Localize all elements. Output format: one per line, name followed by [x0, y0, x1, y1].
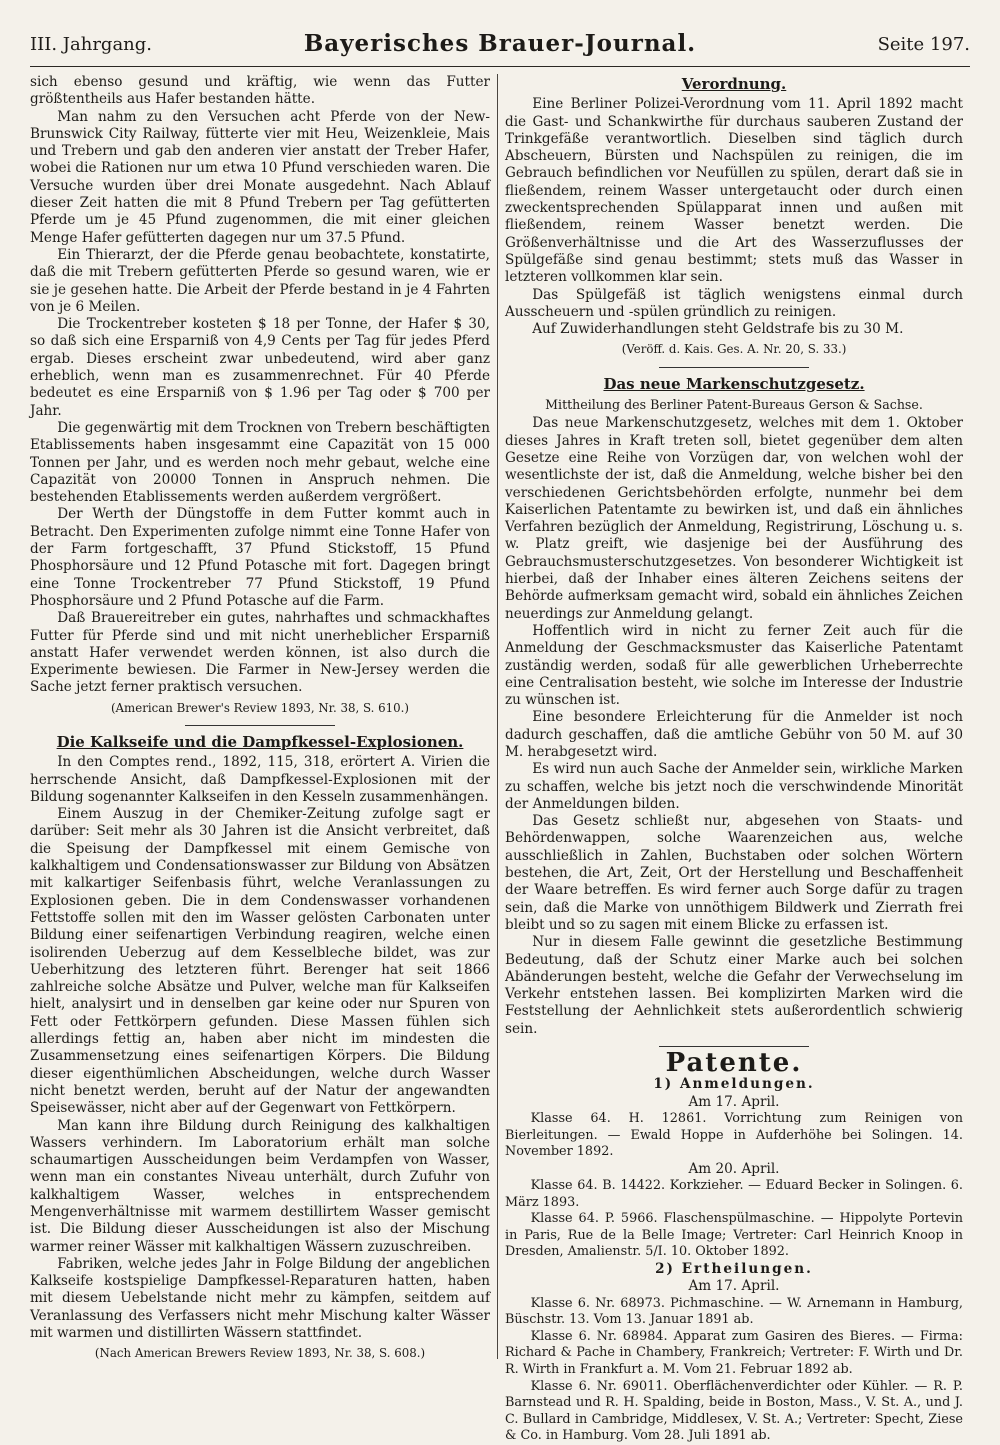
patent-entry: Klasse 6. Nr. 68973. Pichmaschine. — W. Arnemann in Hamburg, Büschstr. 13. Vom 13. Januar 1891 ab.: [505, 1295, 963, 1328]
paragraph: sich ebenso gesund und kräftig, wie wenn das Futter größtentheils aus Hafer bestanden hätte.: [30, 74, 490, 108]
paragraph: Ein Thierarzt, der die Pferde genau beobachtete, konstatirte, daß die mit Trebern gefütterten Pferde so gesund waren, wie er sie je gesehen hatte. Die Arbeit der Pferde bestand in je 4 Fahrten von je 6 Meilen.: [30, 246, 490, 315]
section-subheading: 2) Ertheilungen.: [655, 1260, 813, 1277]
patent-entry: Klasse 64. B. 14422. Korkzieher. — Eduard Becker in Solingen. 6. März 1893.: [505, 1178, 963, 1210]
paragraph: Die gegenwärtig mit dem Trocknen von Trebern beschäftigten Etablissements haben insgesammt eine Capazität von 15 000 Tonnen per Jahr, und es werden noch mehr gebaut, welche eine Capazität von 20000 Tonnen in Anspruch nehmen. Die bestehenden Etablissements werden außerdem vergrößert.: [30, 419, 490, 506]
divider: [659, 367, 809, 368]
date-line: Am 17. April.: [688, 1278, 780, 1295]
paragraph: Nur in diesem Falle gewinnt die gesetzliche Bestimmung Bedeutung, daß der Schutz einer Marke auch bei solchen Abänderungen besteht, welche die Gefahr der Verwechselung im Verkehr entstehen lassen. Bei komplizirten Marken wird die Feststellung der Aehnlichkeit stets außerordentlich schwierig sein.: [505, 934, 963, 1037]
source-citation: (Nach American Brewers Review 1893, Nr. 38, S. 608.): [94, 1346, 426, 1361]
column-divider: [497, 74, 498, 1359]
divider: [185, 725, 335, 726]
page-header: [30, 28, 970, 64]
left-column: [30, 74, 490, 1367]
article-subtitle: Mittheilung des Berliner Patent-Bureaus Gerson & Sachse.: [545, 397, 923, 413]
paragraph: Hoffentlich wird in nicht zu ferner Zeit auch für die Anmeldung der Geschmacksmuster das Kaiserliche Patentamt zuständig werden, sodaß für alle gewerblichen Urheberrechte eine Centralisation besteht, wie solche im Interesse der Industrie zu wünschen ist.: [505, 622, 963, 709]
patents-section: [505, 1076, 963, 1445]
divider: [659, 1046, 809, 1047]
paragraph: Der Werth der Düngstoffe in dem Futter kommt auch in Betracht. Den Experimenten zufolge nimmt eine Tonne Hafer von der Farm fortgeschafft, 37 Pfund Stickstoff, 15 Pfund Phosphorsäure und 12 Pfund Potasche mit fort. Dagegen bringt eine Tonne Trockentreber 77 Pfund Stickstoff, 19 Pfund Phosphorsäure und 2 Pfund Potasche auf die Farm.: [30, 506, 490, 609]
patents-heading: Patente.: [665, 1048, 803, 1079]
section-subheading: 1) Anmeldungen.: [653, 1076, 815, 1093]
date-line: Am 17. April.: [688, 1093, 780, 1110]
patent-entry: Klasse 64. P. 5966. Flaschenspülmaschine. — Hippolyte Portevin in Paris, Rue de la Belle Image; Vertreter: Carl Heinrich Knoop in Dresden, Amalienstr. 5/I. 10. Oktober 1892.: [505, 1211, 963, 1260]
paragraph: Eine besondere Erleichterung für die Anmelder ist noch dadurch geschaffen, daß die amtliche Gebühr von 50 M. auf 30 M. herabgesetzt wird.: [505, 709, 963, 760]
paragraph: Man kann ihre Bildung durch Reinigung des kalkhaltigen Wassers verhindern. Im Laboratorium erhält man solche schaumartigen Ausscheidungen beim Verdampfen von Wasser, wenn man ein constantes Niveau unterhält, durch Zufuhr von kalkhaltigem Wasser, welches in entsprechendem Mengenverhältnisse mit warmem destillirtem Wasser gemischt ist. Die Bildung dieser Ausscheidungen ist also der Mischung warmer reiner Wässer mit kalkhaltigen Wässern zuzuschreiben.: [30, 1117, 490, 1255]
paragraph: Es wird nun auch Sache der Anmelder sein, wirkliche Marken zu schaffen, welche bis jetzt noch die verschwindende Minorität der Anmeldungen bilden.: [505, 761, 963, 812]
paragraph: Das Gesetz schließt nur, abgesehen von Staats- und Behördenwappen, solche Waarenzeichen aus, welche ausschließlich in Zahlen, Buchstaben oder solchen Wörtern bestehen, die Art, Zeit, Ort der Herstellung und Beschaffenheit der Waare betreffen. Es wird ferner auch Sorge dafür zu tragen sein, daß die Marke von unnöthigem Bildwerk und Zierrath frei bleibt und so zu sagen mit einem Blicke zu erfassen ist.: [505, 813, 963, 933]
paragraph: Fabriken, welche jedes Jahr in Folge Bildung der angeblichen Kalkseife kostspielige Dampfkessel-Reparaturen hatten, haben mit diesem Uebelstande nicht mehr zu kämpfen, seitdem auf Veranlassung des Verfassers nicht mehr Mischung kalter Wässer mit warmen und distillirten Wässern stattfindet.: [30, 1255, 490, 1342]
patent-entry: Klasse 64. H. 12861. Vorrichtung zum Reinigen von Bierleitungen. — Ewald Hoppe in Aufderhöhe bei Solingen. 14. November 1892.: [505, 1110, 963, 1160]
paragraph: Eine Berliner Polizei-Verordnung vom 11. April 1892 macht die Gast- und Schankwirthe für durchaus sauberen Zustand der Trinkgefäße verantwortlich. Dieselben sind täglich durch Abscheuern, Bürsten und Nachspülen zu reinigen, die im Gebrauch befindlichen vor Neufüllen zu spülen, derart daß sie in fließendem, reinem Wasser untergetaucht oder durch einen zweckentsprechenden Spülapparat innen und außen mit fließendem, reinem Wasser benetzt werden. Die Größenverhältnisse und die Art des Wasserzuflusses der Spülgefäße sind genau bestimmt; stets muß das Wasser in letzteren vollkommen klar sein.: [505, 96, 963, 286]
right-column: [505, 74, 963, 1445]
paragraph: Einem Auszug in der Chemiker-Zeitung zufolge sagt er darüber: Seit mehr als 30 Jahren ist die Ansicht verbreitet, daß die Speisung der Dampfkessel mit einem Gemische von kalkhaltigem und Condensationswasser zur Bildung von Absätzen mit kalkartiger Seifenbasis führt, welche Veranlassungen zu Explosionen geben. Die in dem Condenswasser vorhandenen Fettstoffe sollen mit den im Wasser gelösten Carbonaten unter Bildung einer seifenartigen Verbindung reagiren, welche einen isolirenden Ueberzug auf dem Kesselbleche bildet, was zur Ueberhitzung des letzteren führt. Berenger hat seit 1866 zahlreiche solche Absätze und Pulver, welche man für Kalkseifen hielt, analysirt und in denselben gar keine oder nur Spuren von Fett oder Fettkörpern gefunden. Diese Massen fühlen sich allerdings fettig an, haben aber nicht im mindesten die Zusammensetzung eines seifenartigen Körpers. Die Bildung dieser eigenthümlichen Abscheidungen, welche durch Wasser nicht benetzt werden, beruht auf der Natur der angewandten Speisewässer, nicht aber auf der Gegenwart von Fettkörpern.: [30, 806, 490, 1117]
paragraph: Auf Zuwiderhandlungen steht Geldstrafe bis zu 30 M.: [532, 321, 904, 338]
paragraph: Man nahm zu den Versuchen acht Pferde von der New-Brunswick City Railway, fütterte vier mit Heu, Weizenkleie, Mais und Trebern und gab den anderen vier anstatt der Treber Hafer, wobei die Rationen nur um etwa 10 Pfund verschieden waren. Die Versuche wurden über drei Monate ausgedehnt. Nach Ablauf dieser Zeit hatten die mit 8 Pfund Trebern per Tag gefütterten Pferde um je 45 Pfund zugenommen, die mit einer gleichen Menge Hafer gefütterten dagegen nur um 37.5 Pfund.: [30, 108, 490, 246]
paragraph: Das neue Markenschutzgesetz, welches mit dem 1. Oktober dieses Jahres in Kraft treten soll, bietet gegenüber dem alten Gesetze eine Reihe von Vorzügen dar, von welchen wohl der wesentlichste der ist, daß die Anmeldung, welche bisher bei den verschiedenen Gerichtsbehörden erfolgte, nunmehr bei dem Kaiserlichen Patentamte zu bewirken ist, und daß ein ähnliches Verfahren bezüglich der Anmeldung, Registrirung, Löschung u. s. w. Platz greift, wie dasjenige bei der Ausführung des Gebrauchsmusterschutzgesetzes. Von besonderer Wichtigkeit ist hierbei, daß der Inhaber eines älteren Zeichens seitens der Behörde aufmerksam gemacht wird, sobald ein ähnliches Zeichen neuerdings zur Anmeldung gelangt.: [505, 415, 963, 622]
source-citation: (American Brewer's Review 1893, Nr. 38, S. 610.): [110, 700, 410, 715]
paragraph: Das Spülgefäß ist täglich wenigstens einmal durch Ausscheuern und -spülen gründlich zu reinigen.: [505, 286, 963, 320]
source-citation: (Veröff. d. Kais. Ges. A. Nr. 20, S. 33.): [621, 342, 847, 357]
paragraph: In den Comptes rend., 1892, 115, 318, erörtert A. Virien die herrschende Ansicht, daß Dampfkessel-Explosionen mit der Bildung sogenannter Kalkseifen in den Kesseln zusammenhängen.: [30, 754, 490, 805]
patent-entry: Klasse 6. Nr. 69011. Oberflächenverdichter oder Kühler. — R. P. Barnstead und R. H. Spalding, beide in Boston, Mass., V. St. A., und J. C. Bullard in Cambridge, Middlesex, V. St. A.; Vertreter: Specht, Ziese & Co. in Hamburg. Vom 28. Juli 1891 ab.: [505, 1378, 963, 1444]
paragraph: Die Trockentreber kosteten $ 18 per Tonne, der Hafer $ 30, so daß sich eine Ersparniß von 4,9 Cents per Tag für jedes Pferd ergab. Dieses erscheint zwar unbedeutend, wird aber ganz erheblich, wenn man es zusammenrechnet. Für 40 Pferde bedeutet es eine Ersparniß von $ 1.96 per Tag oder $ 700 per Jahr.: [30, 316, 490, 419]
article-heading: Verordnung.: [681, 75, 787, 93]
article-heading: Das neue Markenschutzgesetz.: [603, 374, 865, 393]
date-line: Am 20. April.: [688, 1160, 780, 1177]
patent-entry: Klasse 6. Nr. 68984. Apparat zum Gasiren des Bieres. — Firma: Richard & Pache in Chambery, Frankreich; Vertreter: F. Wirth und Dr. R. Wirth in Frankfurt a. M. Vom 21. Februar 1892 ab.: [505, 1328, 963, 1377]
article-heading: Die Kalkseife und die Dampfkessel-Explosionen.: [56, 732, 464, 751]
volume-label: III. Jahrgang.: [30, 34, 153, 55]
header-rule: [30, 66, 970, 67]
journal-title: Bayerisches Brauer-Journal.: [303, 30, 697, 57]
page-number: Seite 197.: [877, 34, 970, 55]
paragraph: Daß Brauereitreber ein gutes, nahrhaftes und schmackhaftes Futter für Pferde sind und mit nicht unerheblicher Ersparniß anstatt Hafer verwendet werden können, ist also durch die Experimente bewiesen. Die Farmer in New-Jersey werden die Sache jetzt ferner praktisch versuchen.: [30, 610, 490, 696]
